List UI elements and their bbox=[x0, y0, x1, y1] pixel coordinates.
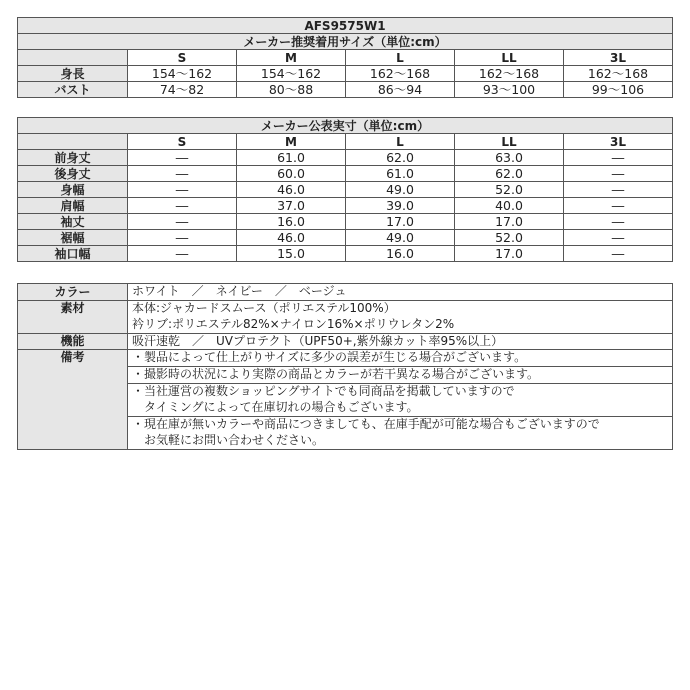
actual-size-title: メーカー公表実寸（単位:cm） bbox=[18, 118, 673, 134]
value-cell: 52.0 bbox=[455, 230, 564, 246]
notes-row bbox=[18, 350, 673, 367]
value-cell: 93～100 bbox=[455, 82, 564, 98]
value-cell: 40.0 bbox=[455, 198, 564, 214]
row-label: 身幅 bbox=[18, 182, 128, 198]
value-cell: ― bbox=[128, 230, 237, 246]
value-cell: 62.0 bbox=[346, 150, 455, 166]
value-cell: ― bbox=[128, 198, 237, 214]
product-code: AFS9575W1 bbox=[18, 18, 673, 34]
color-row bbox=[18, 284, 673, 301]
size-l: L bbox=[346, 134, 455, 150]
table-row bbox=[18, 82, 673, 98]
value-cell: ― bbox=[564, 182, 673, 198]
size-3l: 3L bbox=[564, 50, 673, 66]
size-m: M bbox=[237, 134, 346, 150]
value-cell: ― bbox=[128, 214, 237, 230]
table-row bbox=[18, 150, 673, 166]
value-cell: 15.0 bbox=[237, 246, 346, 262]
value-cell: 39.0 bbox=[346, 198, 455, 214]
value-cell: 16.0 bbox=[346, 246, 455, 262]
value-cell: ― bbox=[564, 230, 673, 246]
value-cell: 17.0 bbox=[455, 246, 564, 262]
note-line: ・当社運営の複数ショッピングサイトでも同商品を掲載していますので bbox=[132, 384, 515, 398]
row-label: 袖丈 bbox=[18, 214, 128, 230]
recommended-size-table bbox=[17, 17, 673, 98]
value-cell: 49.0 bbox=[346, 230, 455, 246]
table-row bbox=[18, 66, 673, 82]
actual-size-table bbox=[17, 117, 673, 262]
row-label: 肩幅 bbox=[18, 198, 128, 214]
value-cell: 162～168 bbox=[346, 66, 455, 82]
value-cell: 52.0 bbox=[455, 182, 564, 198]
note-item bbox=[128, 367, 673, 384]
row-label: 身長 bbox=[18, 66, 128, 82]
table-row bbox=[18, 230, 673, 246]
size-header-row bbox=[18, 134, 673, 150]
size-s: S bbox=[128, 50, 237, 66]
note-item bbox=[128, 350, 673, 367]
value-cell: 74～82 bbox=[128, 82, 237, 98]
value-cell: ― bbox=[128, 246, 237, 262]
row-label: バスト bbox=[18, 82, 128, 98]
value-cell: 62.0 bbox=[455, 166, 564, 182]
material-line: 本体:ジャカードスムース（ポリエステル100%） bbox=[132, 300, 396, 315]
size-l: L bbox=[346, 50, 455, 66]
corner-cell bbox=[18, 134, 128, 150]
size-ll: LL bbox=[455, 134, 564, 150]
table-row bbox=[18, 182, 673, 198]
value-cell: ― bbox=[564, 150, 673, 166]
value-cell: 37.0 bbox=[237, 198, 346, 214]
material-row bbox=[18, 300, 673, 333]
recommended-size-title: メーカー推奨着用サイズ（単位:cm） bbox=[18, 34, 673, 50]
function-label: 機能 bbox=[18, 333, 128, 350]
value-cell: 46.0 bbox=[237, 182, 346, 198]
material-line: 衿リブ:ポリエステル82%×ナイロン16%×ポリウレタン2% bbox=[132, 316, 455, 331]
row-label: 後身丈 bbox=[18, 166, 128, 182]
note-line: タイミングによって在庫切れの場合もございます。 bbox=[132, 400, 419, 414]
note-line: ・現在庫が無いカラーや商品につきましても、在庫手配が可能な場合もございますので bbox=[132, 417, 600, 431]
value-cell: 99～106 bbox=[564, 82, 673, 98]
note-item bbox=[128, 417, 673, 450]
row-label: 袖口幅 bbox=[18, 246, 128, 262]
notes-label: 備考 bbox=[18, 350, 128, 450]
row-label: 裾幅 bbox=[18, 230, 128, 246]
note-line: ・撮影時の状況により実際の商品とカラーが若干異なる場合がございます。 bbox=[132, 367, 540, 381]
value-cell: 162～168 bbox=[564, 66, 673, 82]
material-value bbox=[128, 300, 673, 333]
value-cell: ― bbox=[564, 166, 673, 182]
table-row bbox=[18, 166, 673, 182]
table-row bbox=[18, 246, 673, 262]
value-cell: 46.0 bbox=[237, 230, 346, 246]
value-cell: 154～162 bbox=[237, 66, 346, 82]
value-cell: 60.0 bbox=[237, 166, 346, 182]
function-value: 吸汗速乾 ／ UVプロテクト（UPF50+,紫外線カット率95%以上） bbox=[128, 333, 673, 350]
value-cell: 17.0 bbox=[455, 214, 564, 230]
value-cell: ― bbox=[564, 198, 673, 214]
size-header-row bbox=[18, 50, 673, 66]
value-cell: 154～162 bbox=[128, 66, 237, 82]
color-value: ホワイト ／ ネイビー ／ ベージュ bbox=[128, 284, 673, 301]
value-cell: ― bbox=[128, 182, 237, 198]
value-cell: 61.0 bbox=[346, 166, 455, 182]
value-cell: 16.0 bbox=[237, 214, 346, 230]
value-cell: ― bbox=[128, 150, 237, 166]
table-row bbox=[18, 198, 673, 214]
material-label: 素材 bbox=[18, 300, 128, 333]
function-row bbox=[18, 333, 673, 350]
corner-cell bbox=[18, 50, 128, 66]
color-label: カラー bbox=[18, 284, 128, 301]
value-cell: 86～94 bbox=[346, 82, 455, 98]
value-cell: 17.0 bbox=[346, 214, 455, 230]
table-row bbox=[18, 214, 673, 230]
value-cell: 162～168 bbox=[455, 66, 564, 82]
note-line: ・製品によって仕上がりサイズに多少の誤差が生じる場合がございます。 bbox=[132, 350, 527, 364]
size-s: S bbox=[128, 134, 237, 150]
note-item bbox=[128, 384, 673, 417]
size-3l: 3L bbox=[564, 134, 673, 150]
value-cell: 61.0 bbox=[237, 150, 346, 166]
value-cell: ― bbox=[564, 246, 673, 262]
value-cell: 63.0 bbox=[455, 150, 564, 166]
value-cell: 80～88 bbox=[237, 82, 346, 98]
product-info-table bbox=[17, 283, 673, 450]
value-cell: ― bbox=[128, 166, 237, 182]
size-ll: LL bbox=[455, 50, 564, 66]
size-m: M bbox=[237, 50, 346, 66]
value-cell: 49.0 bbox=[346, 182, 455, 198]
value-cell: ― bbox=[564, 214, 673, 230]
note-line: お気軽にお問い合わせください。 bbox=[132, 433, 325, 447]
row-label: 前身丈 bbox=[18, 150, 128, 166]
